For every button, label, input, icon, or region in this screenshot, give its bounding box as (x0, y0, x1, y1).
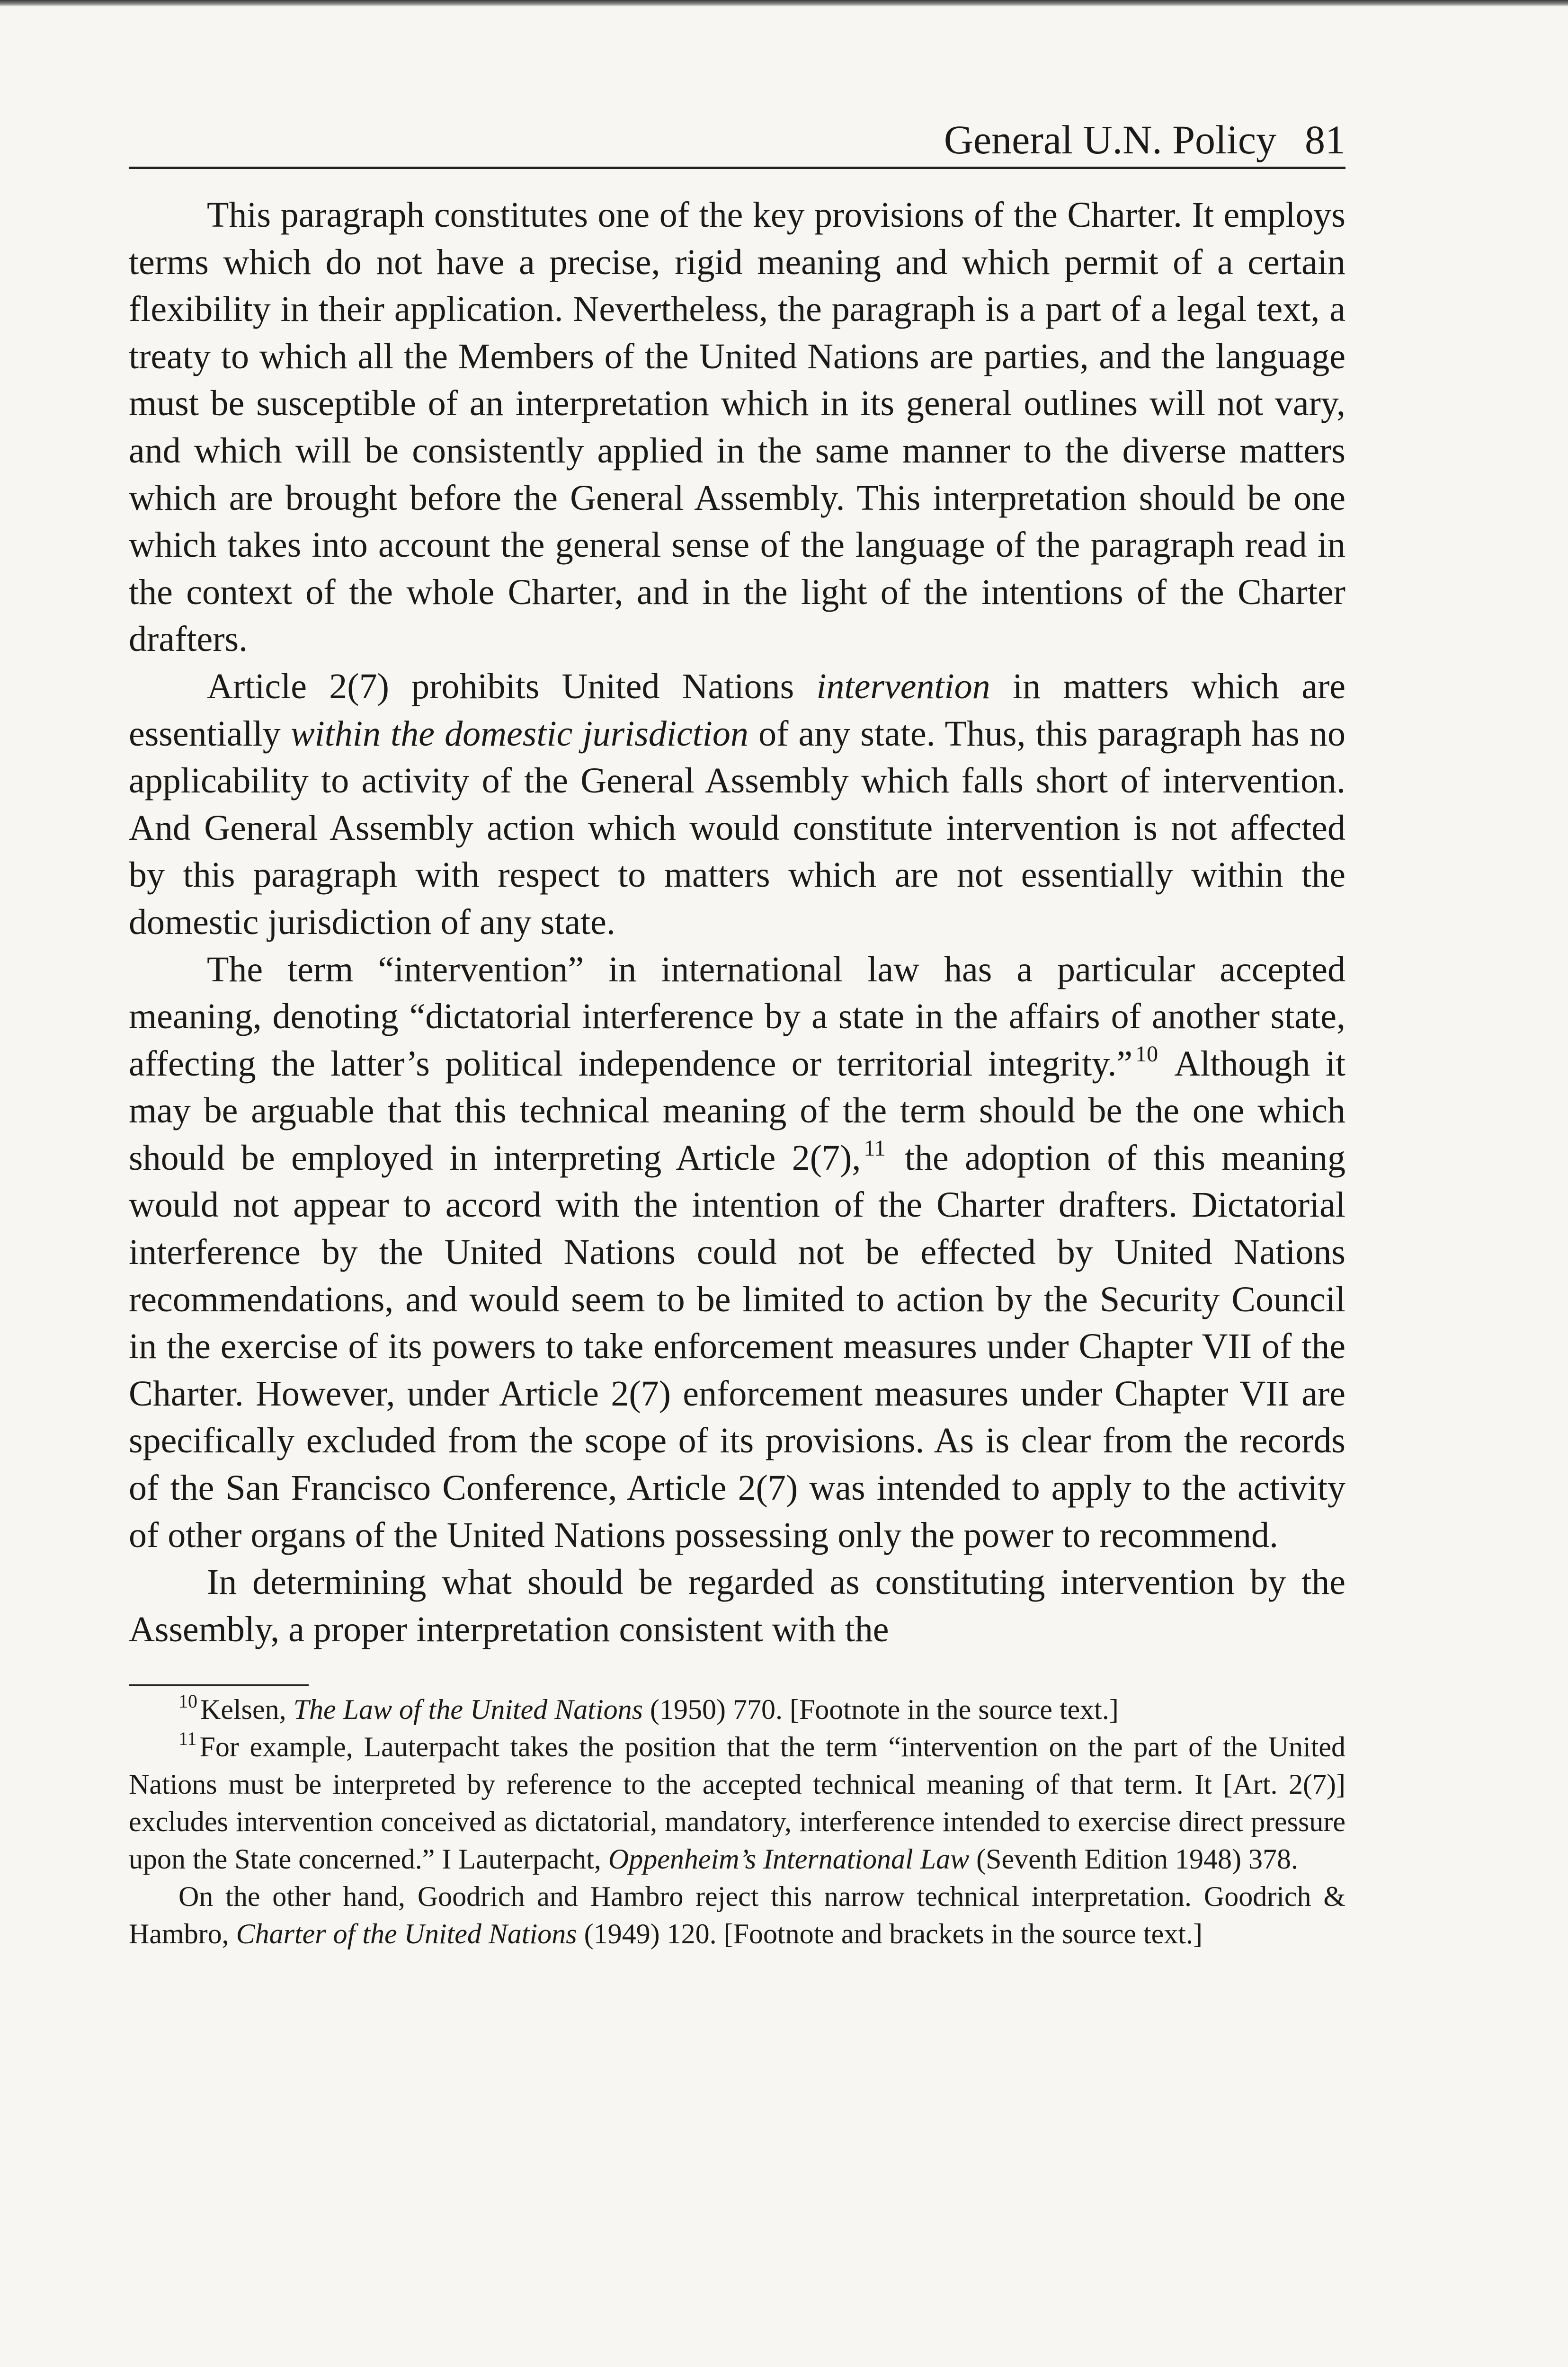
footnote-10-text-b: (1950) 770. [Footnote in the source text.] (643, 1694, 1119, 1726)
footnote-ref-11[interactable]: 11 (864, 1135, 886, 1161)
paragraph-1-text: This paragraph constitutes one of the key provisions of the Charter. It employs terms which do not have a precise, rigid meaning and which permit of a certain flexibility in their application. Nevertheless, the paragraph is a part of a legal text, a treaty to which all the Members of the United Nations are parties, and the language must be susceptible of an interpretation which in its general outlines will not vary, and which will be consistently applied in the same manner to the diverse matters which are brought before the General Assembly. This interpretation should be one which takes into account the general sense of the language of the paragraph read in the context of the whole Charter, and in the light of the intentions of the Charter drafters. (129, 195, 1345, 659)
footnote-11-cont-text-a: On the other hand, Goodrich and Hambro reject this narrow technical interpretation. Goodrich & Hambro, (129, 1881, 1345, 1950)
footnote-10-text-a: Kelsen, (200, 1694, 294, 1726)
scan-top-edge (0, 0, 1568, 7)
footnote-11-text-a: For example, Lauterpacht takes the position that the term “intervention on the part of the United Nations must be interpreted by reference to the accepted technical meaning of that term. It [Art. 2(7)] excludes intervention conceived as dictatorial, mandatory, interference intended to exercise direct pressure upon the State concerned.” I Lauterpacht, (129, 1731, 1345, 1875)
paragraph-3 (129, 946, 1345, 1559)
emphasis-intervention: intervention (816, 666, 990, 706)
paragraph-3-text-b: Although it may be arguable that this technical meaning of the term should be the one which should be employed in interpreting Article 2(7), (129, 1043, 1345, 1178)
footnote-11-cont-text-b: (1949) 120. [Footnote and brackets in the source text.] (577, 1918, 1203, 1950)
footnote-11-title: Oppenheim’s International Law (608, 1843, 970, 1875)
footnote-11 (129, 1728, 1345, 1878)
footnote-10-number: 10 (178, 1691, 197, 1712)
paragraph-3-text-c: the adoption of this meaning would not appear to accord with the intention of the Charter drafters. Dictatorial interference by the United Nations could not be effected by United Nations recommendations, and would seem to be limited to action by the Security Council in the exercise of its powers to take enforcement measures under Chapter VII of the Charter. However, under Article 2(7) enforcement measures under Chapter VII are specifically excluded from the scope of its provisions. As is clear from the records of the San Francisco Conference, Article 2(7) was intended to apply to the activity of other organs of the United Nations possessing only the power to recommend. (129, 1138, 1345, 1555)
paragraph-3-text-a: The term “intervention” in international law has a particular accepted meaning, denoting “dictatorial interference by a state in the affairs of another state, affecting the latter’s political independence or territorial integrity.” (129, 949, 1345, 1084)
paragraph-4 (129, 1559, 1345, 1653)
paragraph-2-text-a: Article 2(7) prohibits United Nations (207, 666, 817, 706)
footnote-10-title: The Law of the United Nations (293, 1694, 643, 1726)
document-page (129, 114, 1345, 1953)
footnotes (129, 1691, 1345, 1953)
footnote-11-text-b: (Seventh Edition 1948) 378. (969, 1843, 1299, 1875)
body-text (129, 192, 1345, 1653)
footnote-divider (129, 1684, 309, 1686)
footnote-ref-10[interactable]: 10 (1135, 1041, 1158, 1067)
paragraph-2 (129, 663, 1345, 946)
paragraph-2-text-c: of any state. Thus, this paragraph has no applicability to activity of the General Assembly which falls short of intervention. And General Assembly action which would constitute intervention is not affected by this paragraph with respect to matters which are not essentially within the domestic jurisdiction of any state. (129, 713, 1345, 942)
footnote-11-number: 11 (178, 1728, 197, 1750)
paragraph-1 (129, 192, 1345, 663)
footnote-10 (129, 1691, 1345, 1728)
paragraph-4-text: In determining what should be regarded as constituting intervention by the Assembly, a proper interpretation consistent with the (129, 1562, 1345, 1649)
footnote-11-continued (129, 1878, 1345, 1953)
running-title: General U.N. Policy (944, 117, 1276, 162)
page-number: 81 (1305, 117, 1345, 162)
footnote-11-cont-title: Charter of the United Nations (236, 1918, 577, 1950)
paragraph-2-text-b: in matters which are essentially (129, 666, 1346, 754)
running-header (129, 114, 1345, 169)
emphasis-domestic-jurisdiction: within the domestic jurisdiction (290, 713, 748, 754)
